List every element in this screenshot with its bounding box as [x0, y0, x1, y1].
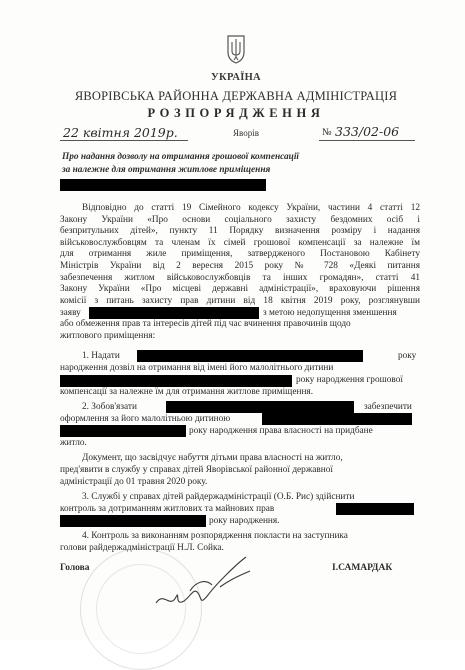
signatory-name: І.САМАРДАК [332, 563, 393, 573]
administration-name: ЯВОРІВСЬКА РАЙОННА ДЕРЖАВНА АДМІНІСТРАЦІЯ [74, 89, 398, 103]
signatory-position: Голова [60, 563, 90, 573]
document-subject [62, 151, 362, 177]
item3-line-3: року народження. [209, 516, 280, 526]
redaction-block [262, 413, 412, 425]
item4-line-2: голови райдержадміністрації Н.Л. Сойка. [60, 543, 224, 553]
document-type-title: РОЗПОРЯДЖЕННЯ [147, 106, 325, 120]
redaction-block [60, 375, 292, 387]
item2-line-4: житло. [60, 438, 87, 448]
subject-line-1: Про надання дозволу на отримання грошової компенсації [62, 152, 300, 162]
item1-year: року [398, 351, 417, 361]
item2-line-2: оформлення за його малолітньою дитиною [60, 414, 231, 424]
preamble-line: для отримання жиле приміщення, затвердженого Постановою Кабінету [60, 249, 420, 260]
preamble-line: Закону України «Про місцеві державні адміністрації», враховуючи рішення [60, 284, 420, 295]
redaction-block [60, 515, 206, 527]
redaction-block [60, 179, 266, 191]
redaction-block [166, 401, 354, 413]
document-date: 22 квітня 2019р. [63, 125, 178, 140]
trident-coat-of-arms-icon [226, 34, 246, 64]
handwritten-signature [150, 551, 270, 611]
preamble-paragraph [60, 203, 420, 307]
document-line-2: пред'явити в службу у справах дітей Яворівської районної державної [60, 465, 333, 475]
document-line-1: Документ, що засвідчує набуття дітьми права власності на житло, [82, 453, 343, 463]
number-label: № [322, 127, 332, 138]
redaction-block [89, 307, 259, 319]
applicant-suffix: з метою недопущення зменшення [263, 307, 397, 318]
redaction-block [336, 503, 414, 515]
applicant-prefix: заяву [60, 307, 81, 318]
item4-line-1: 4. Контроль за виконанням розпорядження покласти на заступника [82, 531, 348, 541]
rights-line-1: або обмеження прав та інтересів дітей під час вчинення правочинів щодо [60, 319, 351, 329]
preamble-line: комісії з питань захисту прав дитини від 18 квітня 2019 року, розглянувши [60, 295, 420, 306]
date-underline [60, 140, 188, 141]
item1-line-4: компенсації за належне їм для отримання житлове приміщення. [60, 387, 314, 397]
country-title: УКРАЇНА [211, 72, 261, 83]
preamble-line: забезпечення житлом військовослужбовців та інших громадян», статті 41 [60, 272, 420, 283]
preamble-line: військовослужбовцям та членам їх сімей грошової компенсації за належне їм [60, 237, 420, 248]
document-place: Яворів [233, 128, 259, 138]
rights-line-2: житлового приміщення: [60, 330, 156, 341]
item2-tail: забезпечити [364, 402, 412, 412]
item2-line-3: року народження права власності на придбане [189, 426, 373, 436]
item2-lead: 2. Зобов'язати [82, 402, 137, 412]
subject-line-2: за належне для отримання житлове приміщення [62, 165, 271, 175]
item1-lead: 1. Надати [82, 351, 120, 361]
number-underline [319, 140, 415, 141]
item1-line-2: народження дозвіл на отримання від імені його малолітнього дитини [60, 363, 334, 373]
preamble-line: Міністрів України від 2 вересня 2015 року № 728 «Деякі питання [60, 260, 420, 271]
document-line-3: адміністрації до 01 травня 2020 року. [60, 477, 208, 487]
item1-line-3: року народження грошової [296, 375, 403, 385]
redaction-block [60, 425, 186, 437]
document-number: 333/02-06 [335, 124, 400, 139]
item3-line-2: контроль за дотриманням житлових та майнових прав [60, 504, 275, 514]
preamble-line: Закону України «Про основи соціального захисту бездомних осіб і [60, 214, 420, 225]
item3-line-1: 3. Службі у справах дітей райдержадміністрації (О.Б. Рис) здійснити [82, 492, 355, 502]
redaction-block [137, 350, 363, 362]
preamble-line: безпритульних дітей», пункту 11 Порядку визначення розміру і надання [60, 226, 420, 237]
preamble-line: Відповідно до статті 19 Сімейного кодексу України, частини 4 статті 12 [82, 203, 420, 213]
